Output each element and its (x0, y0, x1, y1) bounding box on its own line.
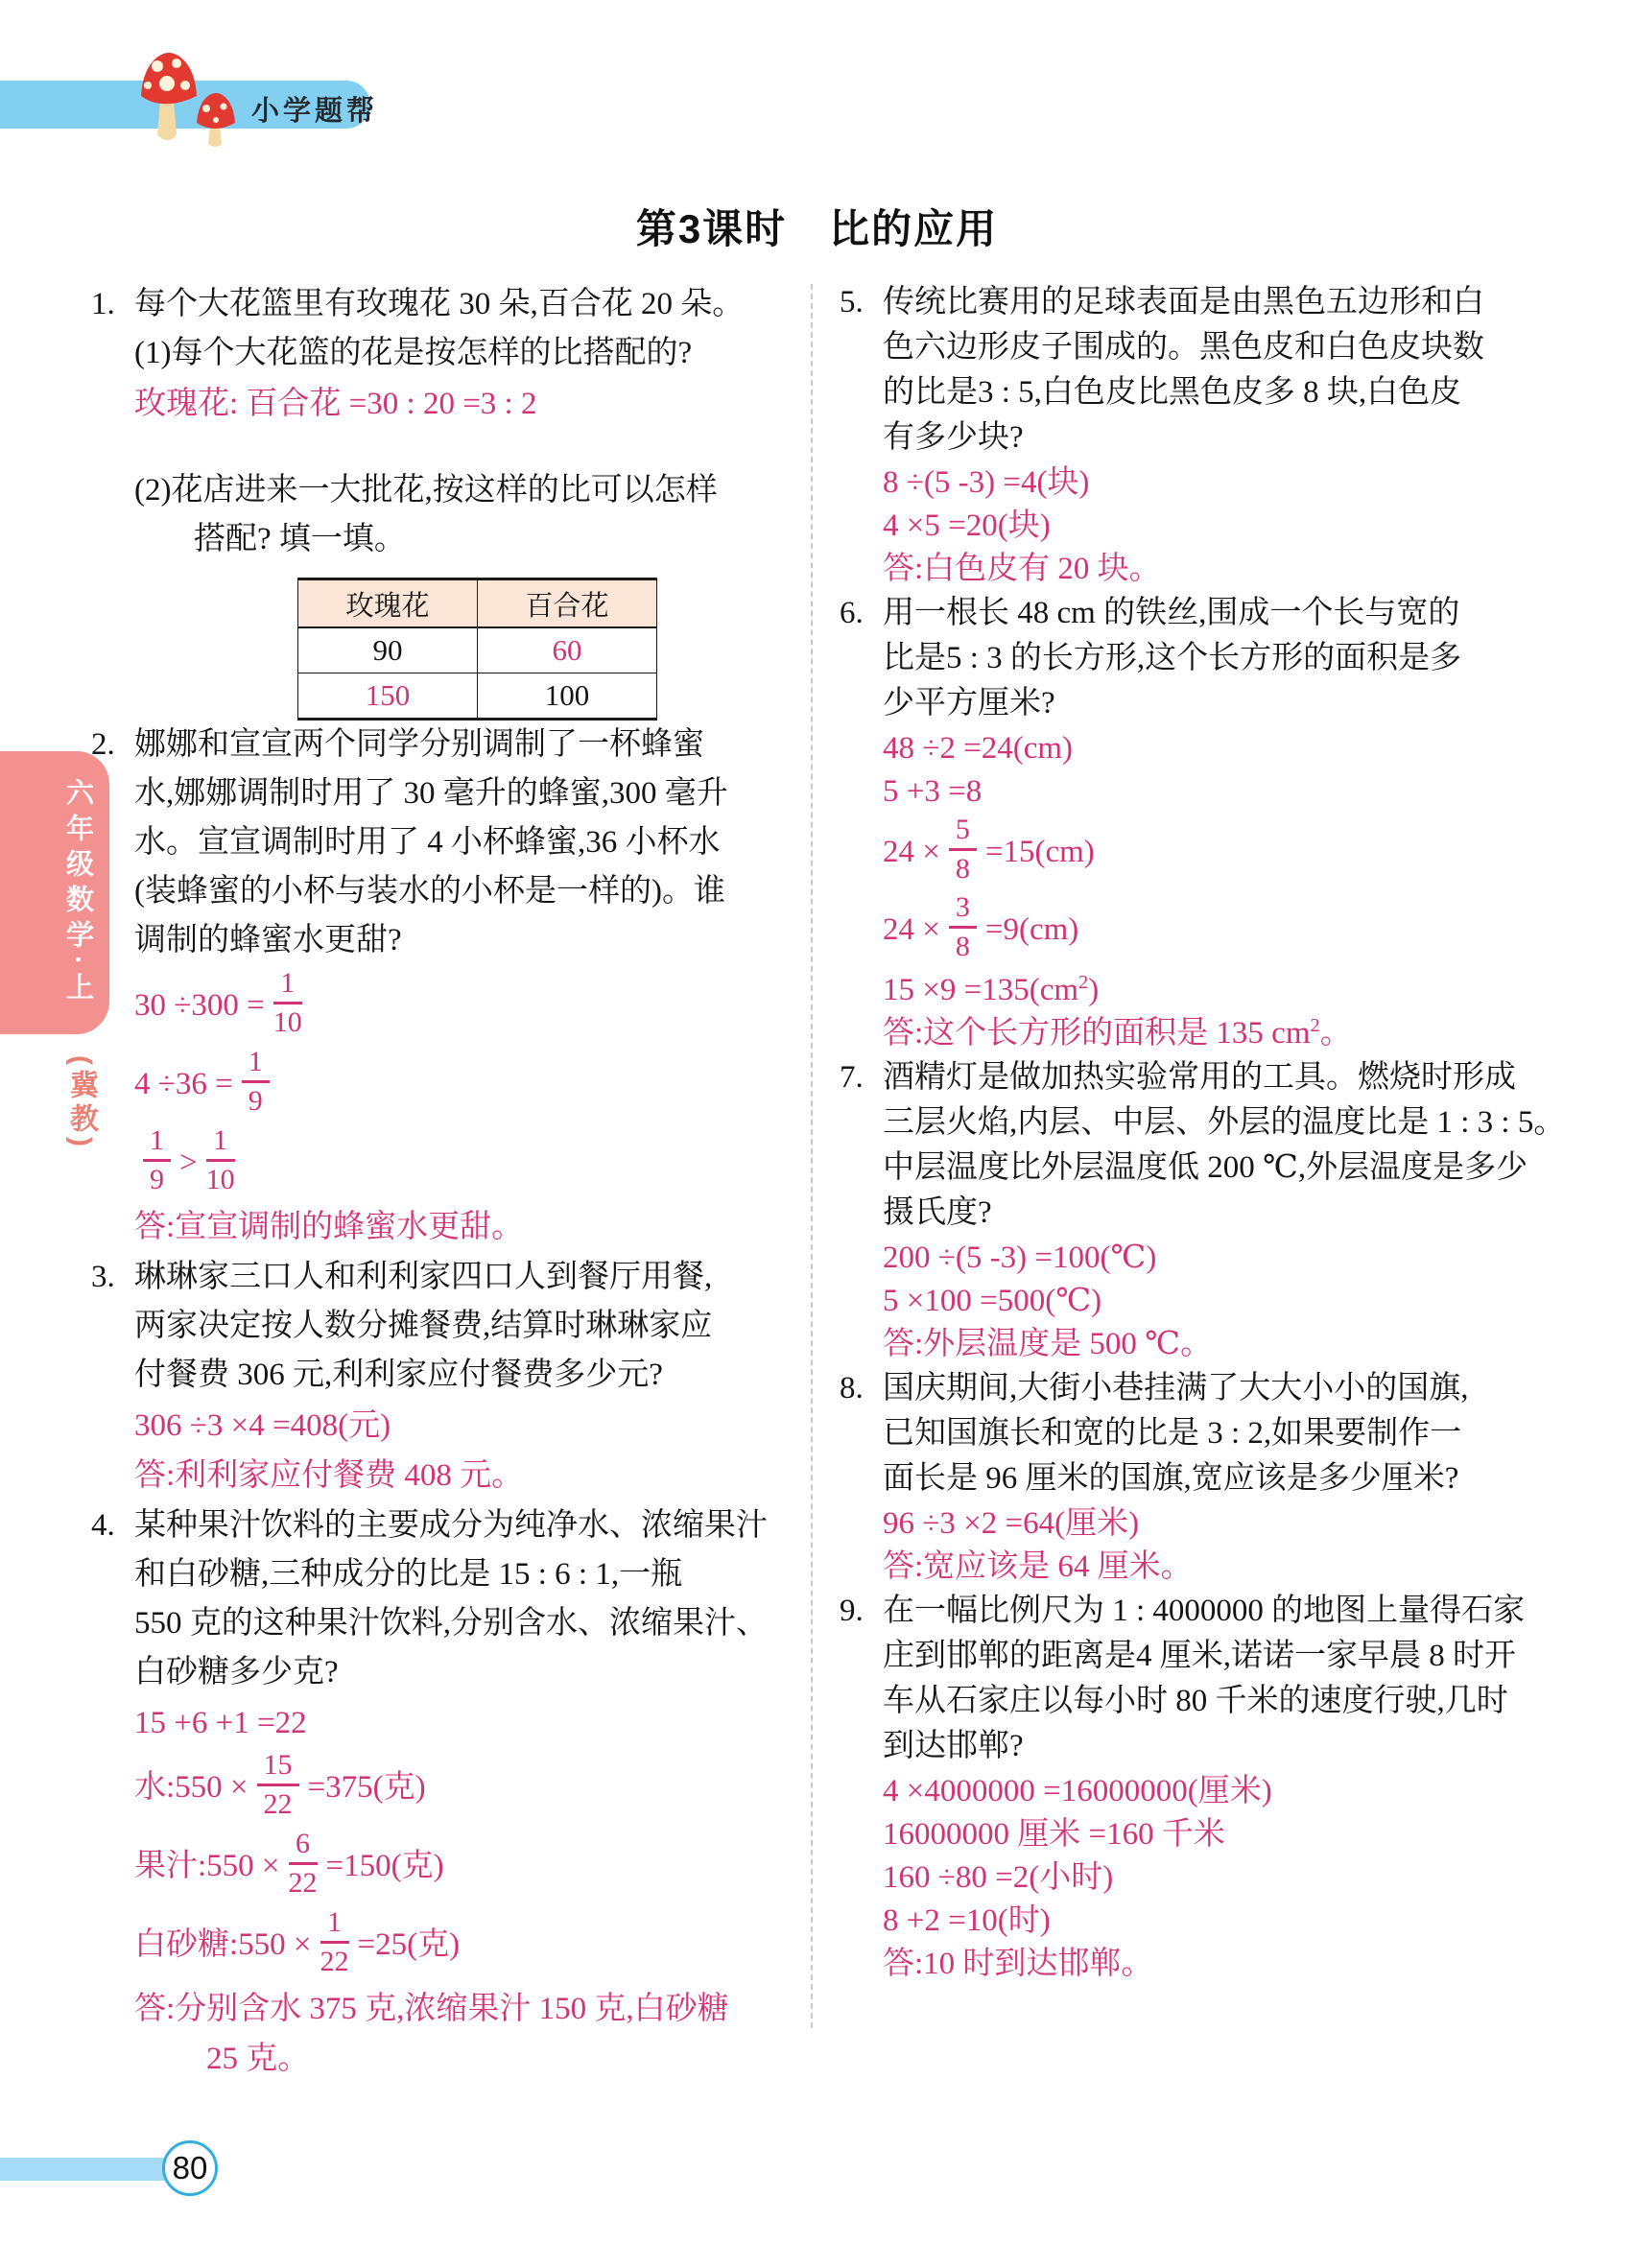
problem-line (840, 1100, 1590, 1146)
problem-line (840, 1411, 1590, 1456)
answer-line (134, 1046, 784, 1122)
answer-text: 答:宽应该是 64 厘米。 (883, 1549, 1193, 1584)
page-title: 第3课时 比的应用 (635, 206, 999, 251)
problem-text: 有多少块? (883, 420, 1024, 455)
answer-line (883, 1323, 1590, 1365)
answer-line (883, 461, 1590, 504)
problem-number: 3. (91, 1260, 115, 1294)
answer-line (883, 1237, 1590, 1279)
answer-text: 200 ÷(5 -3) =100(℃) (883, 1240, 1157, 1275)
answer-text: 160 ÷80 =2(小时) (883, 1860, 1114, 1895)
fraction-numerator: 1 (320, 1906, 349, 1944)
problem-line (91, 721, 784, 769)
answer-text: 16000000 厘米 =160 千米 (883, 1817, 1225, 1852)
problem-number: 2. (91, 727, 115, 762)
problem-text: 传统比赛用的足球表面是由黑色五边形和白 (883, 285, 1484, 319)
answer-text: 8 +2 =10(时) (883, 1903, 1051, 1938)
problem-text: (1)每个大花篮的花是按怎样的比搭配的? (134, 336, 693, 370)
answer-text: =375(克) (307, 1770, 426, 1805)
answer-line (883, 1280, 1590, 1322)
mushrooms-logo (137, 50, 243, 148)
problem-line (840, 1456, 1590, 1501)
brand-title: 小学题帮 (251, 96, 379, 127)
problem-text: (2)花店进来一大批花,按这样的比可以怎样 (134, 473, 718, 508)
mushroom-stem (157, 100, 177, 140)
problem-text: 到达邯郸? (883, 1729, 1024, 1763)
fraction-denominator: 22 (263, 1787, 293, 1820)
problem (840, 1366, 1590, 1588)
answer-line (883, 505, 1590, 547)
answer-text: =150(克) (325, 1849, 444, 1883)
problem-line (91, 1501, 784, 1550)
problem-line (91, 1599, 784, 1648)
answer-text: =25(克) (357, 1927, 461, 1962)
problem-line (91, 769, 784, 818)
fraction-numerator: 1 (206, 1124, 235, 1162)
problem-text: 三层火焰,内层、中层、外层的温度比是 1 : 3 : 5。 (883, 1105, 1566, 1140)
answer-text: 白砂糖:550 × (134, 1927, 312, 1962)
superscript: 2 (1310, 1015, 1320, 1036)
answer-line (134, 1402, 784, 1450)
answer-line (134, 1452, 784, 1500)
problem-number: 7. (840, 1060, 864, 1095)
answer-text: 4 ×5 =20(块) (883, 508, 1051, 543)
answer-text: 96 ÷3 ×2 =64(厘米) (883, 1506, 1140, 1541)
right-column (840, 280, 1590, 1986)
answer-line (134, 1906, 784, 1983)
answer-line (134, 1203, 784, 1251)
problem-text: 付餐费 306 元,利利家应付餐费多少元? (134, 1358, 663, 1392)
small-mushroom-stem (208, 127, 222, 147)
problem-text: 酒精灯是做加热实验常用的工具。燃烧时形成 (883, 1060, 1516, 1095)
problem (91, 1501, 784, 2083)
problem-line (840, 636, 1590, 681)
fraction-denominator: 8 (955, 930, 970, 962)
page-number: 80 (172, 2150, 208, 2185)
table-header-cell: 玫瑰花 (298, 579, 478, 628)
problem (840, 591, 1590, 1054)
problem-number: 9. (840, 1594, 864, 1628)
problem-line (840, 1146, 1590, 1191)
answer-line (883, 1900, 1590, 1942)
table-header-row (298, 579, 657, 628)
problem-line (91, 818, 784, 867)
problem-line (91, 867, 784, 916)
fraction-numerator: 1 (242, 1046, 270, 1083)
problem-line (840, 1191, 1590, 1236)
problem-number: 8. (840, 1371, 864, 1406)
problem (91, 721, 784, 1251)
fraction (143, 1124, 171, 1195)
problem-text: 水,娜娜调制时用了 30 毫升的蜂蜜,300 毫升 (134, 776, 728, 811)
fraction-numerator: 15 (257, 1749, 299, 1786)
problem-line (840, 1589, 1590, 1634)
problem-text: 每个大花篮里有玫瑰花 30 朵,百合花 20 朵。 (134, 287, 745, 321)
answer-text: 5 +3 =8 (883, 774, 983, 809)
table-cell: 100 (478, 673, 657, 720)
problem-text: 水。宣宣调制时用了 4 小杯蜂蜜,36 小杯水 (134, 825, 721, 860)
fraction-numerator: 3 (949, 891, 977, 929)
problem-number: 4. (91, 1508, 115, 1543)
table-row (298, 673, 657, 720)
problem-text: 搭配? 填一填。 (194, 522, 406, 556)
problem-text: 调制的蜂蜜水更甜? (134, 923, 402, 957)
fraction (949, 891, 977, 962)
superscript: 2 (1078, 972, 1089, 993)
problem-text: 面长是 96 厘米的国旗,宽应该是多少厘米? (883, 1461, 1459, 1496)
problem-text: 已知国旗长和宽的比是 3 : 2,如果要制作一 (883, 1416, 1462, 1451)
answer-text: 答:宣宣调制的蜂蜜水更甜。 (134, 1210, 524, 1244)
table-cell: 60 (478, 627, 657, 673)
answer-line (883, 1943, 1590, 1985)
answer-line (883, 1856, 1590, 1899)
problem-line (840, 1679, 1590, 1724)
table-header-cell: 百合花 (478, 579, 657, 628)
problem-line (91, 1253, 784, 1302)
answer-line (883, 969, 1590, 1011)
problem-line (91, 1302, 784, 1351)
sidebar-edition: (冀教) (65, 1055, 97, 1151)
fraction (242, 1046, 270, 1117)
answer-line (134, 1699, 784, 1747)
answer-text: =9(cm) (984, 912, 1079, 947)
problem-line (840, 325, 1590, 370)
answer-text: 15 +6 +1 =22 (134, 1706, 307, 1740)
problem-number: 5. (840, 285, 864, 319)
problem-line (91, 916, 784, 965)
sidebar-tab-label: 六年级数学·上 (62, 777, 93, 1008)
answer-text: 。 (1319, 1016, 1352, 1051)
problem-number: 6. (840, 596, 864, 630)
answer-line (883, 1502, 1590, 1545)
answer-line (206, 2035, 784, 2083)
answer-line (134, 967, 784, 1044)
fraction (289, 1828, 318, 1899)
answer-text: > (179, 1146, 198, 1180)
answer-text: 15 ×9 =135(cm (883, 973, 1079, 1007)
answer-text: 24 × (883, 912, 940, 947)
problem-line (840, 1055, 1590, 1100)
small-mushroom-cap (197, 93, 235, 129)
answer-text: 答:这个长方形的面积是 135 cm (883, 1016, 1311, 1051)
problem-line (840, 591, 1590, 636)
answer-text: 25 克。 (206, 2042, 310, 2076)
fraction (206, 1124, 235, 1195)
answer-text: 4 ÷36 = (134, 1067, 233, 1101)
problem-line (91, 1351, 784, 1400)
problem-line (91, 466, 784, 515)
table-cell: 90 (298, 627, 478, 673)
column-divider (811, 284, 813, 2028)
answer-line (134, 1985, 784, 2033)
answer-line (134, 1749, 784, 1826)
problem-text: 色六边形皮子围成的。黑色皮和白色皮块数 (883, 330, 1484, 365)
answer-text: 5 ×100 =500(℃) (883, 1284, 1102, 1318)
problem-line (91, 329, 784, 378)
fraction (257, 1749, 299, 1820)
answer-text: 306 ÷3 ×4 =408(元) (134, 1408, 391, 1443)
problem-line (840, 280, 1590, 325)
answer-line (134, 1124, 784, 1201)
problem-text: 和白砂糖,三种成分的比是 15 : 6 : 1,一瓶 (134, 1557, 683, 1592)
fraction (949, 814, 977, 885)
problem-line (91, 1648, 784, 1697)
problem-text: 摄氏度? (883, 1195, 992, 1230)
fraction-denominator: 10 (272, 1005, 302, 1038)
problem-text: 550 克的这种果汁饮料,分别含水、浓缩果汁、 (134, 1606, 768, 1641)
problem (91, 1253, 784, 1500)
left-column (91, 280, 784, 2085)
table-cell: 150 (298, 673, 478, 720)
problem-text: 国庆期间,大街小巷挂满了大大小小的国旗, (883, 1371, 1469, 1406)
page-number-badge (162, 2140, 218, 2196)
fraction-numerator: 5 (949, 814, 977, 851)
answer-line (883, 814, 1590, 890)
problem-line (840, 1724, 1590, 1769)
problem (840, 1055, 1590, 1365)
fill-in-table (297, 578, 657, 721)
answer-line (883, 727, 1590, 769)
problem-line (840, 370, 1590, 415)
problem (840, 1589, 1590, 1985)
problem-text: 少平方厘米? (883, 686, 1055, 721)
answer-line (134, 1828, 784, 1904)
table-row (298, 627, 657, 673)
problem (840, 280, 1590, 590)
problem-line (840, 415, 1590, 461)
fraction (273, 967, 302, 1038)
fraction (320, 1906, 349, 1977)
spacer (91, 430, 784, 466)
answer-text: =15(cm) (984, 835, 1095, 869)
problem-text: (装蜂蜜的小杯与装水的小杯是一样的)。谁 (134, 874, 725, 909)
fraction-numerator: 1 (143, 1124, 171, 1162)
answer-text: ) (1088, 973, 1100, 1007)
answer-line (883, 1012, 1590, 1054)
answer-text: 8 ÷(5 -3) =4(块) (883, 465, 1090, 500)
problem-text: 娜娜和宣宣两个同学分别调制了一杯蜂蜜 (134, 727, 704, 762)
answer-line (883, 548, 1590, 590)
answer-text: 玫瑰花: 百合花 =30 : 20 =3 : 2 (134, 387, 537, 421)
problem-line (91, 1550, 784, 1599)
problem-text: 车从石家庄以每小时 80 千米的速度行驶,几时 (883, 1684, 1508, 1718)
answer-text: 答:外层温度是 500 ℃。 (883, 1327, 1213, 1361)
problem-line (840, 1634, 1590, 1679)
answer-text: 30 ÷300 = (134, 988, 265, 1023)
answer-text: 果汁:550 × (134, 1849, 280, 1883)
problem-text: 中层温度比外层温度低 200 ℃,外层温度是多少 (883, 1150, 1528, 1185)
problem-line (91, 280, 784, 329)
problem-text: 比是5 : 3 的长方形,这个长方形的面积是多 (883, 641, 1462, 675)
answer-line (883, 770, 1590, 813)
problem-line (840, 1366, 1590, 1411)
footer-bar (0, 2158, 165, 2181)
problem-text: 琳琳家三口人和利利家四口人到餐厅用餐, (134, 1260, 713, 1294)
problem-number: 1. (91, 287, 115, 321)
answer-text: 答:分别含水 375 克,浓缩果汁 150 克,白砂糖 (134, 1992, 729, 2026)
answer-line (134, 380, 784, 428)
fraction-denominator: 8 (955, 852, 970, 885)
answer-text: 答:利利家应付餐费 408 元。 (134, 1458, 524, 1493)
fraction-numerator: 6 (289, 1828, 318, 1865)
problem-text: 某种果汁饮料的主要成分为纯净水、浓缩果汁 (134, 1508, 768, 1543)
fraction-denominator: 22 (288, 1866, 318, 1899)
problem-text: 白砂糖多少克? (134, 1655, 339, 1689)
problem-text: 用一根长 48 cm 的铁丝,围成一个长与宽的 (883, 596, 1460, 630)
answer-line (883, 891, 1590, 968)
answer-line (883, 1546, 1590, 1588)
problem-text: 的比是3 : 5,白色皮比黑色皮多 8 块,白色皮 (883, 375, 1462, 410)
answer-text: 答:白色皮有 20 块。 (883, 552, 1161, 586)
problem-text: 庄到邯郸的距离是4 厘米,诺诺一家早晨 8 时开 (883, 1639, 1516, 1673)
answer-text: 24 × (883, 835, 940, 869)
answer-text: 答:10 时到达邯郸。 (883, 1947, 1153, 1981)
problem-text: 在一幅比例尺为 1 : 4000000 的地图上量得石家 (883, 1594, 1526, 1628)
fraction-numerator: 1 (273, 967, 302, 1004)
problem-line (840, 681, 1590, 726)
answer-line (883, 1770, 1590, 1812)
fraction-denominator: 10 (205, 1163, 235, 1195)
fraction-denominator: 9 (248, 1084, 263, 1117)
answer-line (883, 1813, 1590, 1855)
answer-text: 48 ÷2 =24(cm) (883, 731, 1074, 766)
problem-line (91, 515, 784, 564)
answer-text: 4 ×4000000 =16000000(厘米) (883, 1774, 1272, 1808)
answer-text: 水:550 × (134, 1770, 249, 1805)
fraction-denominator: 22 (320, 1945, 349, 1977)
fraction-denominator: 9 (150, 1163, 164, 1195)
problem (91, 280, 784, 721)
problem-text: 两家决定按人数分摊餐费,结算时琳琳家应 (134, 1309, 713, 1343)
